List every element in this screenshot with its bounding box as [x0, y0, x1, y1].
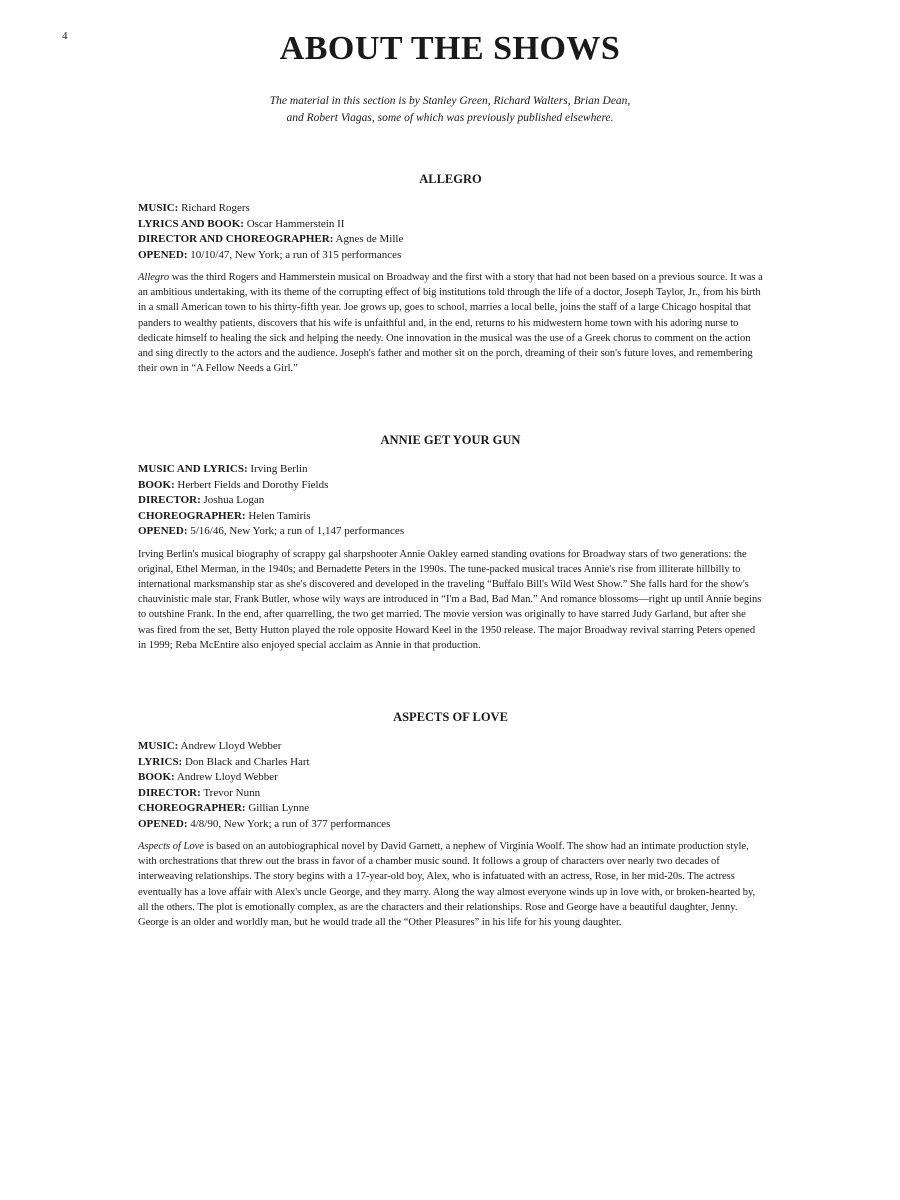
credit-value: Oscar Hammerstein II	[246, 217, 345, 230]
credit-opened	[138, 817, 763, 833]
credit-label: OPENED:	[138, 817, 188, 830]
page-title: ABOUT THE SHOWS	[279, 30, 621, 67]
credit-value: Trevor Nunn	[203, 786, 261, 799]
synopsis-title: Aspects of Love	[138, 841, 204, 852]
credit-label: DIRECTOR AND CHOREOGRAPHER:	[138, 233, 334, 245]
credit-book	[138, 770, 763, 786]
credit-value: Herbert Fields and Dorothy Fields	[177, 478, 329, 491]
credit-choreographer	[138, 801, 763, 817]
credit-label: LYRICS AND BOOK:	[138, 217, 244, 230]
credit-value: 4/8/90, New York; a run of 377 performances	[190, 817, 391, 830]
show-allegro	[138, 172, 763, 376]
synopsis-text: was the third Rogers and Hammerstein musical on Broadway and the first with a story that had not been based on a previous source. It was a an ambitious undertaking, with its theme of the corrupting effect of big institutions told through the life of a doctor, Joseph Taylor, Jr., from his birth in a small American town to his thirty-fifth year. Joe grows up, goes to school, marries a local belle, joins the staff of a large Chicago hospital that panders to wealthy patients, discovers that his wife is unfaithful and, in the end, returns to his midwestern home town with his adoring nurse to dedicate himself to healing the sick and helping the needy. One innovation in the musical was the use of a Greek chorus to comment on the action and sing directly to the actors and the audience. Joseph's father and mother sit on the porch, dreaming of their son's future loves, and remembering their own in “A Fellow Needs a Girl.”	[138, 272, 763, 375]
show-title: ASPECTS OF LOVE	[393, 710, 508, 724]
credit-label: BOOK:	[138, 478, 175, 491]
credits-list	[138, 462, 763, 540]
credit-value: Gillian Lynne	[248, 802, 310, 814]
synopsis-title: Allegro	[138, 272, 170, 283]
credit-value: Andrew Lloyd Webber	[180, 740, 282, 752]
intro-line-1: The material in this section is by Stanley Green, Richard Walters, Brian Dean,	[269, 95, 631, 107]
credit-value: Richard Rogers	[181, 202, 250, 214]
credit-music	[138, 201, 763, 217]
show-synopsis	[138, 270, 763, 376]
show-aspects-of-love	[138, 710, 763, 930]
show-synopsis	[138, 839, 763, 930]
intro-note	[180, 93, 720, 127]
credit-choreographer	[138, 509, 763, 525]
credit-label: CHOREOGRAPHER:	[138, 802, 246, 814]
credits-list	[138, 739, 763, 832]
synopsis-text: Irving Berlin's musical biography of scrappy gal sharpshooter Annie Oakley earned standing ovations for Broadway stars of two generations: the original, Ethel Merman, in the 1940s; and Bernadette Peters in the 1990s. The tune-packed musical traces Annie's rise from illiterate hillbilly to international marksmanship star as she's discovered and developed in the traveling “Buffalo Bill's Wild West Show.” She falls hard for the show's chauvinistic male star, Frank Butler, whose wily ways are introduced in “I'm a Bad, Bad Man.” And romance blossoms—right up until Annie begins to outshine Frank. In the end, after quarrelling, the two get married. The movie version was originally to have starred Judy Garland, but after she was fired from the set, Betty Hutton played the role opposite Howard Keel in the 1950 release. The major Broadway revival starring Peters opened in 1999; Reba McEntire also enjoyed special acclaim as Annie in that production.	[138, 548, 762, 651]
credit-value: Don Black and Charles Hart	[184, 755, 310, 768]
credit-value: Agnes de Mille	[335, 233, 404, 245]
credit-value: Joshua Logan	[203, 494, 265, 506]
credit-label: OPENED:	[138, 525, 188, 537]
credit-label: BOOK:	[138, 771, 175, 783]
credit-label: LYRICS:	[138, 755, 183, 768]
credit-value: 10/10/47, New York; a run of 315 performances	[190, 248, 402, 261]
credit-label: CHOREOGRAPHER:	[138, 509, 246, 522]
credit-music-lyrics	[138, 462, 763, 478]
credit-label: MUSIC:	[138, 202, 179, 214]
synopsis-text: is based on an autobiographical novel by David Garnett, a nephew of Virginia Woolf. The show had an intimate production style, with orchestrations that threw out the brass in favor of a chamber music sound. It follows a group of characters over nearly two decades of interweaving relationships. The story begins with a 17-year-old boy, Alex, who is infatuated with an actress, Rose, in her mid-20s. The actress eventually has a love affair with Alex's uncle George, and they marry. Along the way almost everyone winds up in love with, or broken-hearted by, all the others. The plot is emotionally complex, as are the characters and their relationships. Rose and George have a beautiful daughter, Jenny. George is an older and worldly man, but he would trade all the “Other Pleasures” in his life for his young daughter.	[138, 841, 756, 929]
credit-value: Andrew Lloyd Webber	[176, 771, 278, 783]
credit-director	[138, 786, 763, 802]
show-synopsis	[138, 547, 763, 653]
credit-opened	[138, 248, 763, 264]
credit-lyrics-book	[138, 217, 763, 233]
credits-list	[138, 201, 763, 263]
credit-value: 5/16/46, New York; a run of 1,147 performances	[190, 525, 405, 537]
credit-label: MUSIC AND LYRICS:	[138, 463, 248, 475]
credit-lyrics	[138, 755, 763, 771]
show-annie-get-your-gun	[138, 433, 763, 653]
credit-label: DIRECTOR:	[138, 494, 201, 506]
credit-value: Irving Berlin	[250, 463, 308, 475]
credit-music	[138, 739, 763, 755]
intro-line-2: and Robert Viagas, some of which was previously published elsewhere.	[286, 112, 614, 124]
show-title: ALLEGRO	[419, 172, 482, 186]
credit-director-choreographer	[138, 232, 763, 248]
credit-value: Helen Tamiris	[248, 509, 311, 522]
credit-label: MUSIC:	[138, 740, 179, 752]
credit-director	[138, 493, 763, 509]
credit-opened	[138, 524, 763, 540]
page-number: 4	[62, 30, 68, 42]
credit-label: DIRECTOR:	[138, 786, 201, 799]
credit-label: OPENED:	[138, 248, 188, 261]
credit-book	[138, 478, 763, 494]
show-title: ANNIE GET YOUR GUN	[380, 433, 521, 447]
